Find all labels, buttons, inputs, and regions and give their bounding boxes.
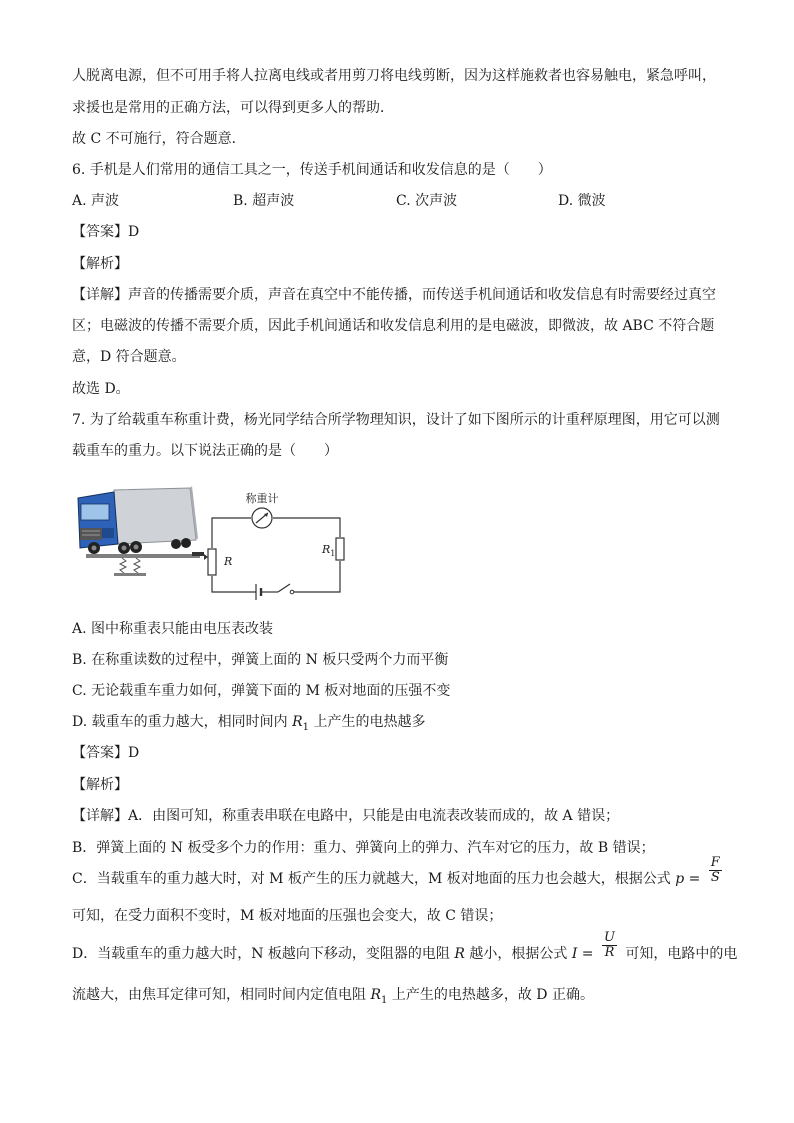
- question-7-stem: 7. 为了给载重车称重计费，杨光同学结合所学物理知识，设计了如下图所示的计重秤原理图，用它可以测: [72, 412, 720, 428]
- q6-analysis-heading: 【解析】: [72, 256, 128, 272]
- weighing-circuit-figure: [72, 478, 362, 608]
- formula-p-lhs: p: [675, 871, 685, 887]
- q6-option-a: A. 声波: [72, 193, 120, 209]
- variable-resistor-r: [208, 549, 216, 575]
- q7-option-b: B. 在称重读数的过程中，弹簧上面的 N 板只受两个力而平衡: [72, 652, 449, 668]
- text-line: 故 C 不可施行，符合题意．: [72, 131, 246, 147]
- q6-detail-line: 【详解】声音的传播需要介质，声音在真空中不能传播，而传送手机间通话和收发信息有时需要经过真空: [72, 287, 716, 303]
- m-plate: [114, 573, 146, 576]
- q7-detail-line: C．当载重车的重力越大时，对 M 板产生的压力就越大，M 板对地面的压力也会越大，根据公式 p = $\frac{F}{S}$: [72, 854, 720, 887]
- truck-illustration: [78, 486, 198, 554]
- q7-option-d: D. 载重车的重力越大，相同时间内 $R_1$ 上产生的电热越多: [72, 714, 426, 733]
- q7-detail-line: D．当载重车的重力越大时，N 板越向下移动，变阻器的电阻 R 越小，根据公式 I = $\frac{U}{R}$ 可知，电路中的电: [72, 929, 738, 962]
- q6-conclusion: 故选 D。: [72, 381, 130, 397]
- q6-detail-line: 意，D 符合题意。: [72, 349, 186, 365]
- resistor-r1-label: $R_1$: [322, 543, 336, 558]
- resistor-r-label: R: [224, 555, 233, 568]
- fixed-resistor-r1: [336, 538, 344, 560]
- formula-i-lhs: I: [571, 946, 578, 962]
- q7-option-c: C. 无论载重车重力如何，弹簧下面的 M 板对地面的压强不变: [72, 683, 451, 699]
- battery-icon: [256, 584, 268, 600]
- slider-arm: [192, 552, 204, 556]
- weighing-circuit-diagram: [72, 478, 362, 608]
- current-formula: $\frac{U}{R}$: [604, 929, 615, 960]
- question-6-stem: 6. 手机是人们常用的通信工具之一，传送手机间通话和收发信息的是（ ）: [72, 162, 552, 178]
- slider-contact: [204, 554, 208, 560]
- q7-answer: 【答案】D: [72, 745, 140, 761]
- q6-answer: 【答案】D: [72, 224, 140, 240]
- q7-detail-line: 流越大，由焦耳定律可知，相同时间内定值电阻 $R_1$ 上产生的电热越多，故 D 正确。: [72, 987, 594, 1006]
- q7-option-a: A. 图中称重表只能由电压表改装: [72, 621, 274, 637]
- text-line: 人脱离电源，但不可用手将人拉离电线或者用剪刀将电线剪断，因为这样施救者也容易触电，紧急呼叫，: [72, 68, 716, 84]
- text-line: 求援也是常用的正确方法，可以得到更多人的帮助．: [72, 100, 394, 116]
- q6-detail-line: 区；电磁波的传播不需要介质，因此手机间通话和收发信息利用的是电磁波，即微波，故 ABC 不符合题: [72, 318, 715, 334]
- q7-detail-line: 可知，在受力面积不变时，M 板对地面的压强也会变大，故 C 错误；: [72, 908, 503, 924]
- question-7-stem: 载重车的重力。以下说法正确的是（ ）: [72, 443, 338, 459]
- pressure-formula: $\frac{F}{S}$: [710, 854, 720, 885]
- switch-icon: [268, 584, 294, 594]
- n-plate: [86, 554, 200, 558]
- meter-label: 称重计: [245, 492, 279, 505]
- q6-option-c: C. 次声波: [396, 193, 458, 209]
- q6-option-d: D. 微波: [558, 193, 606, 209]
- q7-detail-line: 【详解】A．由图可知，称重表串联在电路中，只能是由电流表改装而成的，故 A 错误；: [72, 808, 620, 824]
- q7-analysis-heading: 【解析】: [72, 777, 128, 793]
- springs: [120, 558, 140, 573]
- q6-option-b: B. 超声波: [233, 193, 295, 209]
- q7-detail-line: B．弹簧上面的 N 板受多个力的作用：重力、弹簧向上的弹力、汽车对它的压力，故 B 错误；: [72, 840, 655, 856]
